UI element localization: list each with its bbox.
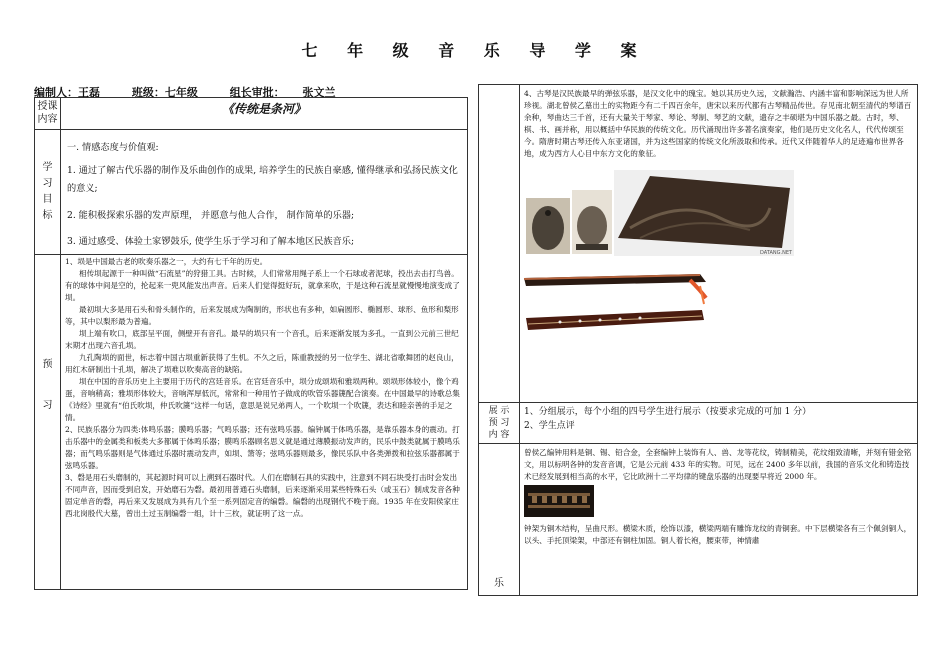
reviewer-label: 组长审批： bbox=[229, 86, 285, 99]
xun-photo bbox=[526, 198, 570, 254]
objective-3: 3. 通过感受、体验土家锣鼓乐, 使学生乐于学习和了解本地区民族音乐; bbox=[67, 236, 355, 247]
preview-paragraph: 最初埙大多是用石头和骨头制作的，后来发展成为陶制的，形状也有多种，如扁圆形、椭圆形、球形、鱼形和梨形等，其中以梨形最为普遍。 bbox=[65, 305, 459, 326]
chime-stone-photo bbox=[614, 170, 794, 256]
row-label-objectives: 学 习 目 标 bbox=[35, 130, 61, 255]
objective-2: 2. 能积极探索乐器的发声原理， 并愿意与他人合作， 制作简单的乐器; bbox=[67, 210, 355, 221]
preview-paragraph: 埙在中国的音乐历史上主要用于历代的宫廷音乐。在宫廷音乐中，埙分成颂埙和雅埙两种。颂埙形体较小，像个鸡蛋，音响稍高；雅埙形体较大，音响浑厚低沉，常常和一种用竹子做成的吹管乐器篪配合演奏。在中国最早的诗歌总集《诗经》里就有“伯氏吹埙，仲氏吹篪”这样一句话，意思是说兄弟两人，一个吹埙一个吹篪，表达和睦亲善的手足之情。 bbox=[65, 377, 460, 422]
preview-text bbox=[61, 255, 467, 520]
preview-paragraph: 相传埙起源于一种叫做“石流星”的狩猎工具。古时候，人们常常用绳子系上一个石球或者泥球，投出去击打鸟兽。有的球体中间是空的，抡起来一兜风能发出声音。后来人们觉得挺好玩，就拿来吹，于是这种石流星就慢慢地演变成了埙。 bbox=[65, 269, 460, 302]
presentation-cell bbox=[520, 403, 918, 444]
preview-cell bbox=[61, 255, 468, 590]
svg-text:DATANG.NET: DATANG.NET bbox=[760, 250, 793, 256]
row-label-music: 乐 bbox=[479, 444, 520, 596]
guqin-photo-2 bbox=[526, 310, 704, 330]
lesson-cell bbox=[61, 98, 468, 130]
bianzhong-paragraph-1: 曾侯乙编钟用料是铜、锡、铅合金，全套编钟上装饰有人、兽、龙等花纹，铸制精美，花纹细致清晰，并刻有错金铭文，用以标明各钟的发音音调，它是公元前 433 年的实物。可见，远在 2400 多年以前，我国的音乐文化和铸造技术已经发展到相当高的水平，它比欧洲十二平均律的键盘乐器的出现要早将近 2000 年。 bbox=[524, 448, 912, 481]
row-label-lesson: 授课内容 bbox=[35, 98, 61, 130]
presentation-line-1: 1、分组展示，每个小组的四号学生进行展示（按要求完成的可加 1 分） bbox=[524, 407, 812, 417]
bianzhong-cell bbox=[520, 444, 918, 596]
left-table bbox=[34, 97, 468, 590]
preview-paragraph: 九孔陶埙的面世，标志着中国古埙重新获得了生机。不久之后，陈重教授的另一位学生、湖北省歌舞团的赵良山，用红木研制出十孔埙，解决了埙难以吹奏高音的缺陷。 bbox=[65, 353, 459, 374]
guqin-photo-1 bbox=[524, 274, 706, 304]
objectives-cell bbox=[61, 130, 468, 255]
objective-heading: 一. 情感态度与价值观: bbox=[67, 142, 159, 153]
row-label-preview: 预 习 bbox=[35, 255, 61, 590]
objective-1: 1. 通过了解古代乐器的制作及乐曲创作的成果, 培养学生的民族自豪感, 懂得继承和弘扬民族文化的意义; bbox=[67, 165, 458, 194]
page-title: 七 年 级 音 乐 导 学 案 bbox=[301, 41, 649, 60]
xun-photo-2 bbox=[572, 190, 612, 254]
instrument-photos bbox=[520, 168, 910, 348]
bianzhong-photo bbox=[524, 485, 594, 517]
presentation-line-2: 2、学生点评 bbox=[524, 421, 575, 431]
row-label-guqin bbox=[479, 85, 520, 403]
preview-paragraph: 埙上端有吹口，底部呈平面，侧壁开有音孔。最早的埙只有一个音孔，后来逐渐发展为多孔，一直到公元前三世纪末期才出现六音孔埙。 bbox=[65, 329, 459, 350]
reviewer: 张文兰 bbox=[302, 86, 336, 99]
row-label-presentation: 展 示 预 习 内 容 bbox=[479, 403, 520, 444]
guqin-cell bbox=[520, 85, 918, 403]
bianzhong-paragraph-2: 钟架为铜木结构，呈曲尺形。横梁木质，绘饰以漆，横梁两端有雕饰龙纹的青铜套。中下层横梁各有三个佩剑铜人，以头、手托顶梁架，中部还有铜柱加固。铜人着长袍，腰束带，神情肅 bbox=[524, 524, 912, 545]
preview-paragraph: 3、磬是用石头磨制的，其起源时间可以上溯到石器时代。人们在磨制石具的实践中，注意到不同石块受打击时会发出不同声音，因而受到启发，开始磨石为磬。最初用普通石头磨制，后来逐渐采用某些特殊石头（或玉石）制成发音各种固定单音的磬，再后来又发展成为具有几个至一系列固定音的编磬。编磬的出现钢代不晚于商。1935 年在安阳侯家庄西北岗殷代大墓，曾出土过玉制编磬一组，计十三枚，就证明了这一点。 bbox=[65, 473, 460, 518]
preview-paragraph: 1、埙是中国最古老的吹奏乐器之一，大约有七千年的历史。 bbox=[65, 257, 268, 266]
right-table bbox=[478, 84, 918, 596]
lesson-title: 《传统是条河》 bbox=[221, 102, 306, 116]
preview-paragraph: 2、民族乐器分为四类:体鸣乐器；膜鸣乐器；气鸣乐器；还有弦鸣乐器。编钟属于体鸣乐器，是靠乐器本身的震动。打击乐器中的金属类和板类大多都属于体鸣乐器；膜鸣乐器顾名思义就是通过薄膜振动发声的，民乐中鼓类就属于膜鸣乐器；而气鸣乐器则是气体通过乐器时震动发声，如埙、箫等；弦鸣乐器则最多，像民乐队中各类弹拨和拉弦乐器都属于弦鸣乐器。 bbox=[65, 425, 460, 470]
grade: 班级：七年级 bbox=[131, 86, 198, 99]
guqin-paragraph: 4、古琴是汉民族最早的弹弦乐器，是汉文化中的瑰宝。她以其历史久远，文献瀚浩、内涵丰富和影响深远为世人所珍视。湖北曾侯乙墓出土的实物距今有二千四百余年，唐宋以来历代都有古琴精品传世。存见南北朝至清代的琴谱百余种，琴曲达三千首，还有大量关于琴家、琴论、琴制、琴艺的文献，遗存之丰硕堪为中国乐器之最。古时，琴、棋、书、画并称，用以概括中华民族的传统文化。历代涌现出许多著名演奏家，他们是历史文化名人，代代传颂至今。隋唐时期古琴还传入东亚诸国，并为这些国家的传统文化所汲取和传承。近代又伴随着华人的足迹遍布世界各地，成为西方人心目中东方文化的象征。 bbox=[524, 89, 912, 158]
author: 编制人：王磊 bbox=[34, 86, 100, 99]
